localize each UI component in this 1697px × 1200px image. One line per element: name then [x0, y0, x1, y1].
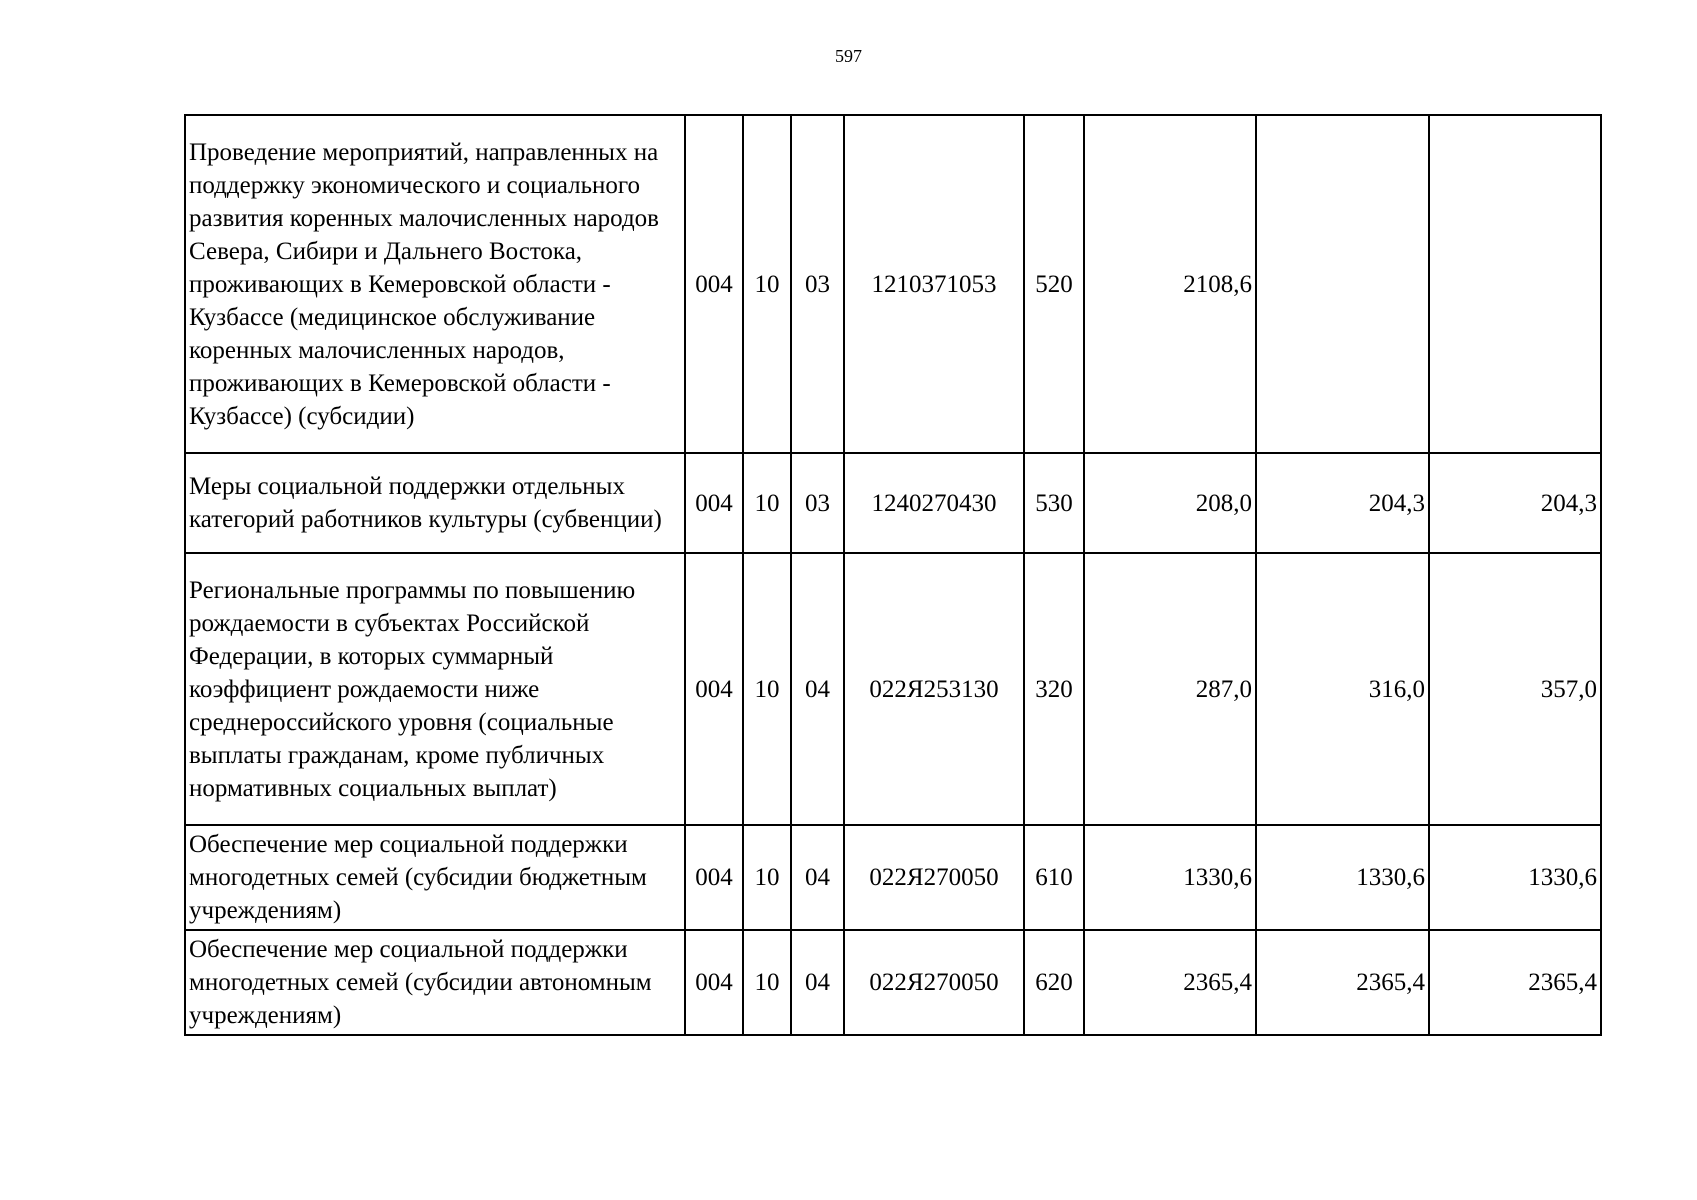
- ministry-code-cell: 004: [685, 553, 743, 825]
- budget-table: [184, 114, 1602, 1036]
- target-article-cell: 022Я253130: [844, 553, 1024, 825]
- section-code-cell: 10: [743, 453, 791, 553]
- section-code-cell: 10: [743, 115, 791, 453]
- table-row: [185, 453, 1601, 553]
- amount-3-cell: 357,0: [1429, 553, 1601, 825]
- target-article-cell: 022Я270050: [844, 825, 1024, 930]
- amount-1-cell: 2365,4: [1084, 930, 1256, 1035]
- target-article-cell: 022Я270050: [844, 930, 1024, 1035]
- amount-1-cell: 287,0: [1084, 553, 1256, 825]
- amount-2-cell: 1330,6: [1256, 825, 1429, 930]
- subsection-code-cell: 03: [791, 115, 844, 453]
- amount-3-cell: 1330,6: [1429, 825, 1601, 930]
- expense-type-cell: 530: [1024, 453, 1084, 553]
- expense-type-cell: 620: [1024, 930, 1084, 1035]
- ministry-code-cell: 004: [685, 453, 743, 553]
- section-code-cell: 10: [743, 930, 791, 1035]
- amount-2-cell: 204,3: [1256, 453, 1429, 553]
- table-row: [185, 115, 1601, 453]
- ministry-code-cell: 004: [685, 115, 743, 453]
- row-name-cell: Меры социальной поддержки отдельных категорий работников культуры (субвенции): [185, 453, 685, 553]
- target-article-cell: 1210371053: [844, 115, 1024, 453]
- subsection-code-cell: 03: [791, 453, 844, 553]
- row-name-cell: Обеспечение мер социальной поддержки многодетных семей (субсидии бюджетным учреждениям): [185, 825, 685, 930]
- ministry-code-cell: 004: [685, 825, 743, 930]
- section-code-cell: 10: [743, 825, 791, 930]
- row-name-cell: Проведение мероприятий, направленных на поддержку экономического и социального развития коренных малочисленных народов Севера, Сибири и Дальнего Востока, проживающих в Кемеровской области - Кузбассе (медицинское обслуживание коренных малочисленных народов, проживающих в Кемеровской области - Кузбассе) (субсидии): [185, 115, 685, 453]
- row-name-cell: Обеспечение мер социальной поддержки многодетных семей (субсидии автономным учреждениям): [185, 930, 685, 1035]
- expense-type-cell: 320: [1024, 553, 1084, 825]
- subsection-code-cell: 04: [791, 825, 844, 930]
- table-row: [185, 553, 1601, 825]
- table-row: [185, 930, 1601, 1035]
- amount-2-cell: 316,0: [1256, 553, 1429, 825]
- amount-2-cell: 2365,4: [1256, 930, 1429, 1035]
- expense-type-cell: 520: [1024, 115, 1084, 453]
- section-code-cell: 10: [743, 553, 791, 825]
- table-row: [185, 825, 1601, 930]
- amount-1-cell: 208,0: [1084, 453, 1256, 553]
- subsection-code-cell: 04: [791, 930, 844, 1035]
- ministry-code-cell: 004: [685, 930, 743, 1035]
- page-number: 597: [835, 46, 862, 66]
- target-article-cell: 1240270430: [844, 453, 1024, 553]
- amount-2-cell: [1256, 115, 1429, 453]
- amount-3-cell: [1429, 115, 1601, 453]
- subsection-code-cell: 04: [791, 553, 844, 825]
- expense-type-cell: 610: [1024, 825, 1084, 930]
- row-name-cell: Региональные программы по повышению рождаемости в субъектах Российской Федерации, в которых суммарный коэффициент рождаемости ниже среднероссийского уровня (социальные выплаты гражданам, кроме публичных нормативных социальных выплат): [185, 553, 685, 825]
- amount-3-cell: 204,3: [1429, 453, 1601, 553]
- amount-3-cell: 2365,4: [1429, 930, 1601, 1035]
- amount-1-cell: 2108,6: [1084, 115, 1256, 453]
- amount-1-cell: 1330,6: [1084, 825, 1256, 930]
